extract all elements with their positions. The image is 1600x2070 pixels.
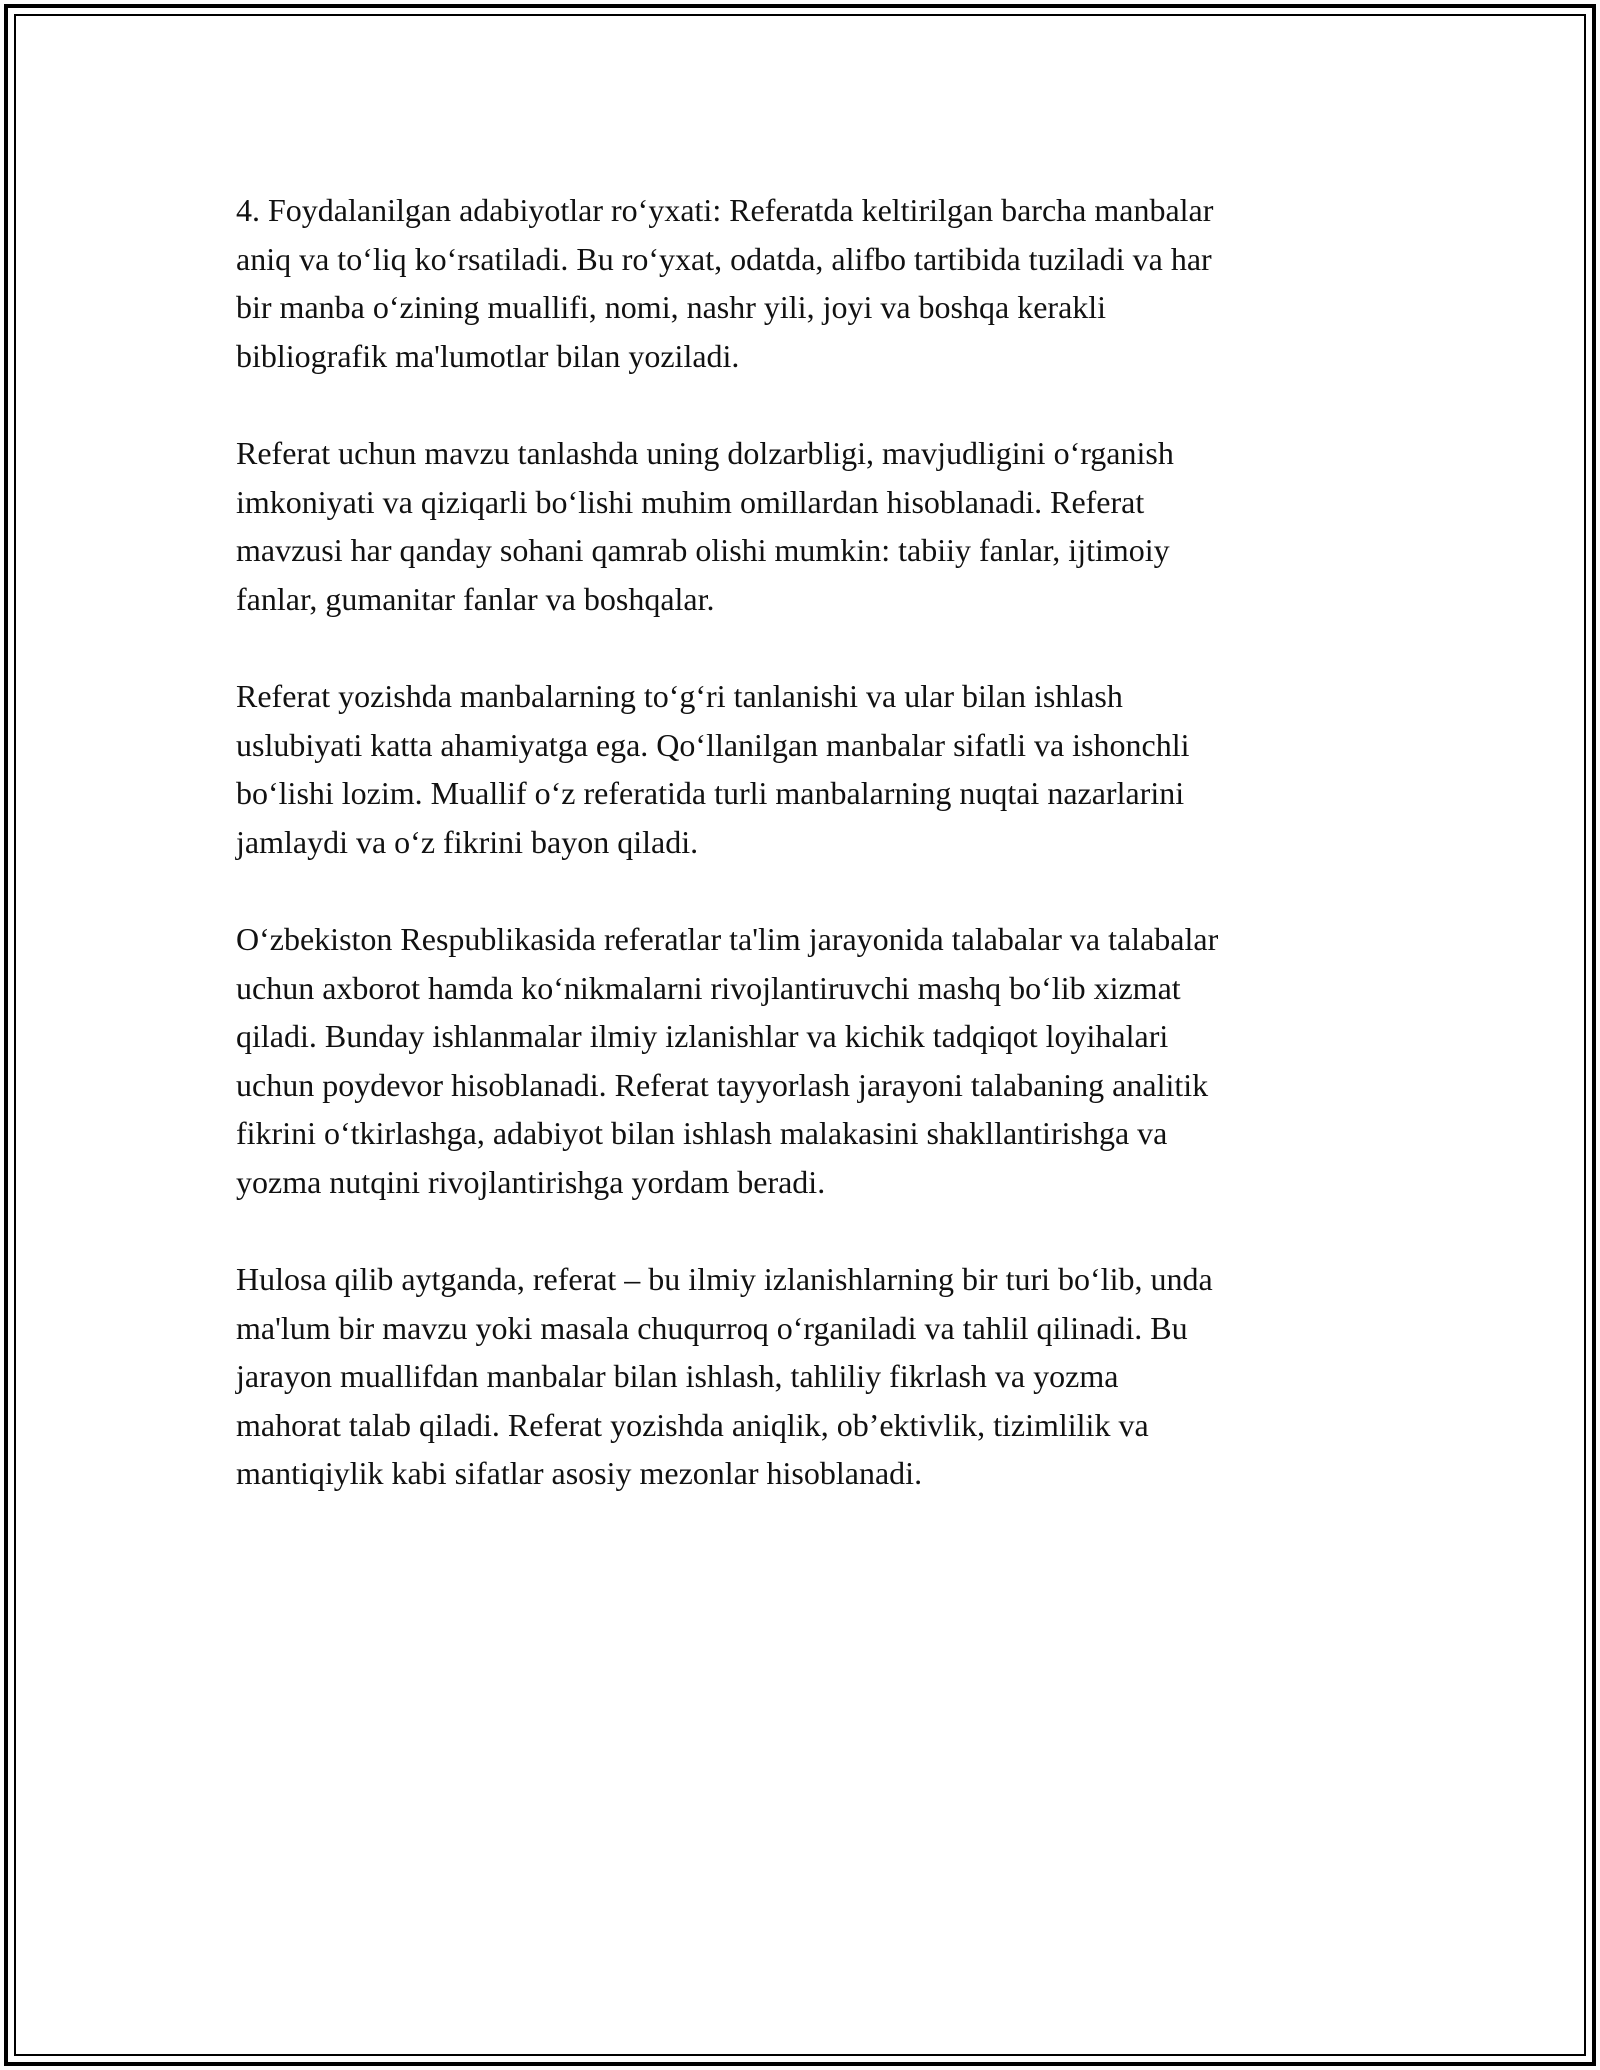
document-body	[236, 186, 1386, 1547]
paragraph-conclusion: Hulosa qilib aytganda, referat – bu ilmiy izlanishlarning bir turi bo‘lib, unda ma'lum bir mavzu yoki masala chuqurroq o‘rganiladi va tahlil qilinadi. Bu jarayon muallifdan manbalar bilan ishlash, tahliliy fikrlash va yozma mahorat talab qiladi. Referat yozishda aniqlik, ob’ektivlik, tizimlilik va mantiqiylik kabi sifatlar asosiy mezonlar hisoblanadi.	[236, 1261, 1213, 1491]
paragraph-topic-selection: Referat uchun mavzu tanlashda uning dolzarbligi, mavjudligini o‘rganish imkoniyati va qiziqarli bo‘lishi muhim omillardan hisoblanadi. Referat mavzusi har qanday sohani qamrab olishi mumkin: tabiiy fanlar, ijtimoiy fanlar, gumanitar fanlar va boshqalar.	[236, 435, 1174, 617]
paragraph-sources: Referat yozishda manbalarning to‘g‘ri tanlanishi va ular bilan ishlash uslubiyati katta ahamiyatga ega. Qo‘llanilgan manbalar sifatli va ishonchli bo‘lishi lozim. Muallif o‘z referatida turli manbalarning nuqtai nazarlarini jamlaydi va o‘z fikrini bayon qiladi.	[236, 678, 1190, 860]
paragraph-bibliography: 4. Foydalanilgan adabiyotlar ro‘yxati: Referatda keltirilgan barcha manbalar aniq va to‘liq ko‘rsatiladi. Bu ro‘yxat, odatda, alifbo tartibida tuziladi va har bir manba o‘zining muallifi, nomi, nashr yili, joyi va boshqa kerakli bibliografik ma'lumotlar bilan yoziladi.	[236, 192, 1214, 374]
paragraph-uzbekistan: O‘zbekiston Respublikasida referatlar ta'lim jarayonida talabalar va talabalar uchun axborot hamda ko‘nikmalarni rivojlantiruvchi mashq bo‘lib xizmat qiladi. Bunday ishlanmalar ilmiy izlanishlar va kichik tadqiqot loyihalari uchun poydevor hisoblanadi. Referat tayyorlash jarayoni talabaning analitik fikrini o‘tkirlashga, adabiyot bilan ishlash malakasini shakllantirishga va yozma nutqini rivojlantirishga yordam beradi.	[236, 921, 1219, 1200]
